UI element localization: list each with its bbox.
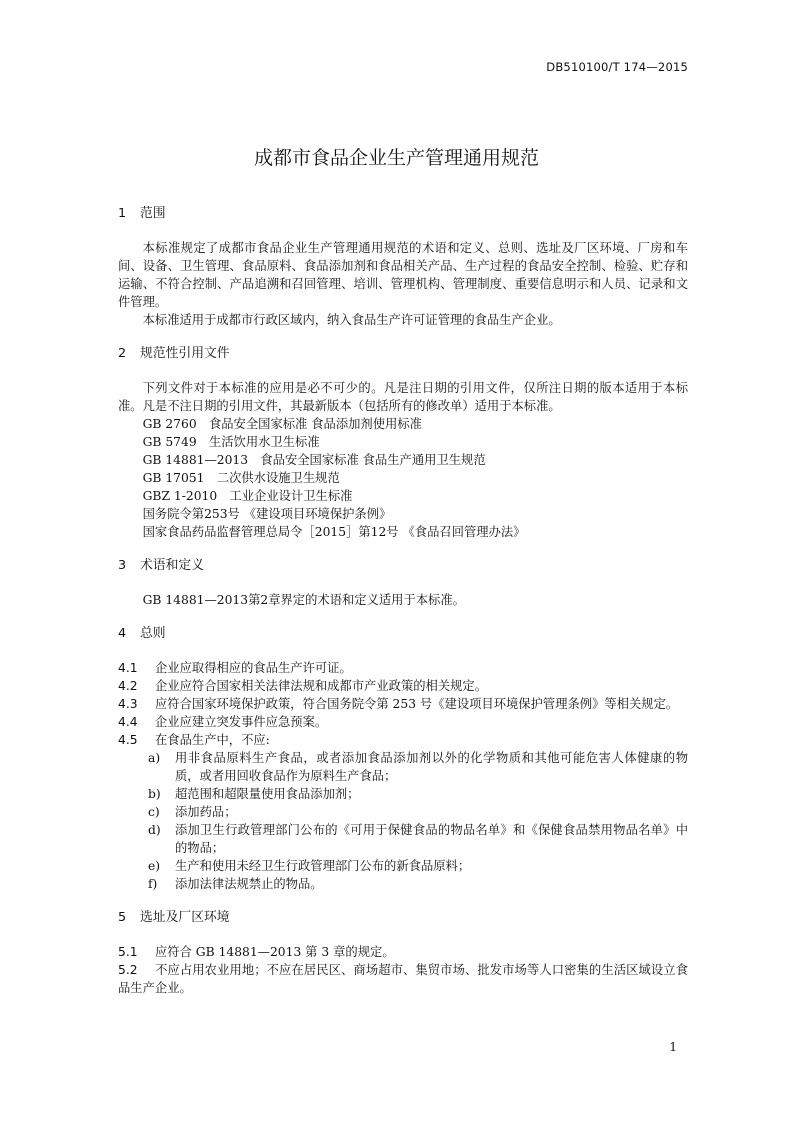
list-item — [118, 785, 688, 803]
clause-text: 在食品生产中，不应: — [155, 733, 270, 747]
section-heading-normative-references — [118, 345, 688, 363]
list-text: 用非食品原料生产食品，或者添加食品添加剂以外的化学物质和其他可能危害人体健康的物质，或者用回收食品作为原料生产食品； — [175, 751, 688, 783]
clause — [118, 695, 688, 713]
list-text: 添加法律法规禁止的物品。 — [175, 877, 323, 891]
clause-text: 不应占用农业用地；不应在居民区、商场超市、集贸市场、批发市场等人口密集的生活区域设立食品生产企业。 — [118, 963, 688, 995]
list-text: 添加卫生行政管理部门公布的《可用于保健食品的物品名单》和《保健食品禁用物品名单》中的物品； — [175, 823, 688, 855]
clause-number: 4.4 — [118, 715, 138, 729]
list-text: 超范围和超限量使用食品添加剂； — [175, 787, 360, 801]
section-title: 范围 — [140, 206, 166, 221]
reference-item: GB 17051 二次供水设施卫生规范 — [142, 471, 340, 485]
clause — [118, 659, 688, 677]
clause — [118, 961, 688, 997]
clause — [118, 713, 688, 731]
clause-number: 4.2 — [118, 679, 138, 693]
list-marker: f) — [148, 877, 158, 891]
list-marker: d) — [148, 823, 161, 837]
reference-item: GB 14881—2013 食品安全国家标准 食品生产通用卫生规范 — [142, 453, 486, 467]
reference-item: 国家食品药品监督管理总局令［2015］第12号 《食品召回管理办法》 — [142, 525, 526, 539]
section-heading-terms — [118, 557, 688, 575]
reference-item: GB 2760 食品安全国家标准 食品添加剂使用标准 — [142, 417, 422, 431]
list-item — [118, 857, 688, 875]
paragraph: 下列文件对于本标准的应用是必不可少的。凡是注日期的引用文件，仅所注日期的版本适用于本标准。凡是不注日期的引用文件，其最新版本（包括所有的修改单）适用于本标准。 — [118, 381, 688, 413]
clause-number: 4.3 — [118, 697, 138, 711]
section-title: 选址及厂区环境 — [140, 910, 230, 925]
clause — [118, 943, 688, 961]
paragraph: GB 14881—2013第2章界定的术语和定义适用于本标准。 — [142, 593, 465, 607]
section-number: 1 — [118, 206, 127, 221]
section-title: 术语和定义 — [140, 558, 204, 573]
clause-text: 企业应建立突发事件应急预案。 — [155, 715, 328, 729]
clause — [118, 731, 688, 749]
reference-item: GBZ 1-2010 工业企业设计卫生标准 — [142, 489, 353, 503]
clause-number: 5.2 — [118, 963, 138, 977]
section-number: 5 — [118, 910, 127, 925]
clause-text: 应符合国家环境保护政策，符合国务院令第 253 号《建设项目环境保护管理条例》等相关规定。 — [155, 697, 679, 711]
clause-text: 企业应取得相应的食品生产许可证。 — [155, 661, 352, 675]
clause-text: 应符合 GB 14881—2013 第 3 章的规定。 — [155, 945, 395, 959]
list-item — [118, 821, 688, 857]
clause — [118, 677, 688, 695]
paragraph: 本标准规定了成都市食品企业生产管理通用规范的术语和定义、总则、选址及厂区环境、厂房和车间、设备、卫生管理、食品原料、食品添加剂和食品相关产品、生产过程的食品安全控制、检验、贮存和运输、不符合控制、产品追溯和召回管理、培训、管理机构、管理制度、重要信息明示和人员、记录和文件管理。 — [118, 241, 688, 309]
reference-item: GB 5749 生活饮用水卫生标准 — [142, 435, 320, 449]
list-text: 生产和使用未经卫生行政管理部门公布的新食品原料； — [175, 859, 471, 873]
clause-text: 企业应符合国家相关法律法规和成都市产业政策的相关规定。 — [155, 679, 488, 693]
document-title: 成都市食品企业生产管理通用规范 — [253, 147, 539, 169]
clause-number: 4.5 — [118, 733, 138, 747]
list-text: 添加药品； — [175, 805, 237, 819]
section-number: 2 — [118, 346, 127, 361]
section-number: 3 — [118, 558, 127, 573]
list-item — [118, 749, 688, 785]
section-title: 总则 — [140, 626, 166, 641]
list-marker: a) — [148, 751, 161, 765]
clause-number: 5.1 — [118, 945, 138, 959]
section-number: 4 — [118, 626, 127, 641]
list-item — [118, 875, 688, 893]
list-marker: e) — [148, 859, 161, 873]
section-heading-scope — [118, 205, 688, 223]
section-heading-general — [118, 625, 688, 643]
list-marker: c) — [148, 805, 160, 819]
clause-number: 4.1 — [118, 661, 138, 675]
document-body — [118, 205, 688, 997]
reference-item: 国务院令第253号 《建设项目环境保护条例》 — [142, 507, 392, 521]
section-heading-site-selection — [118, 909, 688, 927]
paragraph: 本标准适用于成都市行政区域内，纳入食品生产许可证管理的食品生产企业。 — [142, 313, 561, 327]
page-number: 1 — [669, 1040, 677, 1054]
list-marker: b) — [148, 787, 161, 801]
list-item — [118, 803, 688, 821]
section-title: 规范性引用文件 — [140, 346, 230, 361]
standard-code: DB510100/T 174—2015 — [546, 60, 688, 74]
